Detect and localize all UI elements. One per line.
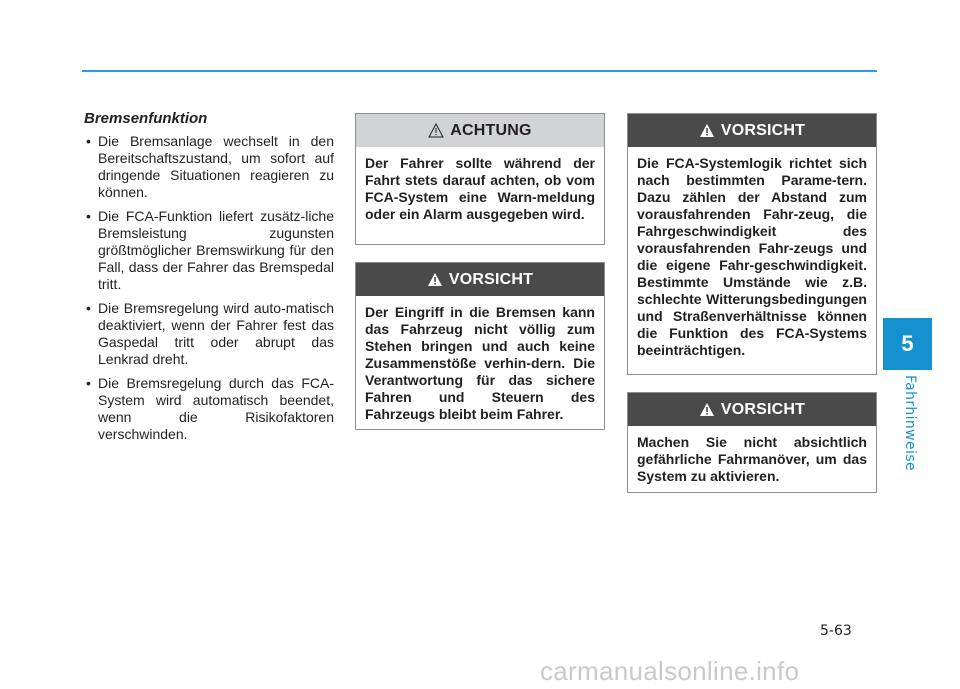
section-heading: Bremsenfunktion bbox=[84, 110, 208, 127]
vorsicht-text: Machen Sie nicht absichtlich gefährliche Fahrmanöver, um das System zu aktivieren. bbox=[637, 434, 867, 484]
warning-triangle-icon bbox=[699, 402, 715, 417]
warning-triangle-icon bbox=[699, 123, 715, 138]
page-number: 5-63 bbox=[820, 623, 852, 639]
warning-triangle-outline-icon bbox=[428, 123, 444, 138]
vorsicht-title: VORSICHT bbox=[720, 121, 806, 139]
list-item: • Die FCA-Funktion liefert zusätz-liche Bremsleistung zugunsten größtmöglicher Bremswirkung für den Fall, dass der Fahrer das Bremspedal tritt. bbox=[84, 208, 334, 293]
list-item: • Die Bremsregelung wird auto-matisch deaktiviert, wenn der Fahrer fest das Gaspedal tritt oder abrupt das Lenkrad dreht. bbox=[84, 300, 334, 368]
chapter-number-tab[interactable]: 5 bbox=[883, 318, 932, 370]
list-item: • Die Bremsanlage wechselt in den Bereitschaftszustand, um sofort auf dringende Situationen reagieren zu können. bbox=[84, 133, 334, 201]
vorsicht-box-brakes bbox=[355, 262, 605, 430]
vorsicht-title: VORSICHT bbox=[448, 270, 534, 288]
bullet-list bbox=[84, 133, 334, 443]
list-item: • Die Bremsregelung durch das FCA-System wird automatisch beendet, wenn die Risikofaktoren verschwinden. bbox=[84, 375, 334, 443]
vorsicht-header bbox=[628, 393, 876, 426]
achtung-header bbox=[356, 114, 604, 147]
achtung-box bbox=[355, 113, 605, 245]
vorsicht-header bbox=[356, 263, 604, 296]
vorsicht-box-system-logic bbox=[627, 113, 877, 375]
vorsicht-box-maneuvers bbox=[627, 392, 877, 493]
vorsicht-title: VORSICHT bbox=[720, 400, 806, 418]
vorsicht-text: Der Eingriff in die Bremsen kann das Fahrzeug nicht völlig zum Stehen bringen und auch keine Zusammenstöße verhin-dern. Die Verantwortung für das sichere Fahren und Steuern des Fahrzeugs bleibt beim Fahrer. bbox=[365, 304, 595, 422]
watermark: carmanualsonline.info bbox=[540, 656, 800, 686]
vorsicht-text: Die FCA-Systemlogik richtet sich nach bestimmten Parame-tern. Dazu zählen der Abstand zum vorausfahrenden Fahr-zeug, die Fahrgeschwindigkeit des vorausfahrenden Fahr-zeugs und die eigene Fahr-geschwindigkeit. Bestimmte Umstände wie z.B. schlechte Witterungsbedingungen und Straßenverhältnisse können die Funktion des FCA-Systems beeinträchtigen. bbox=[637, 155, 867, 358]
brake-function-section bbox=[84, 110, 334, 450]
chapter-title: Fahrhinweise bbox=[902, 375, 918, 472]
header-rule bbox=[82, 70, 877, 72]
achtung-text: Der Fahrer sollte während der Fahrt stets darauf achten, ob vom FCA-System eine Warn-meldung oder ein Alarm ausgegeben wird. bbox=[365, 155, 595, 222]
warning-triangle-icon bbox=[427, 272, 443, 287]
vorsicht-header bbox=[628, 114, 876, 147]
achtung-title: ACHTUNG bbox=[450, 121, 532, 139]
